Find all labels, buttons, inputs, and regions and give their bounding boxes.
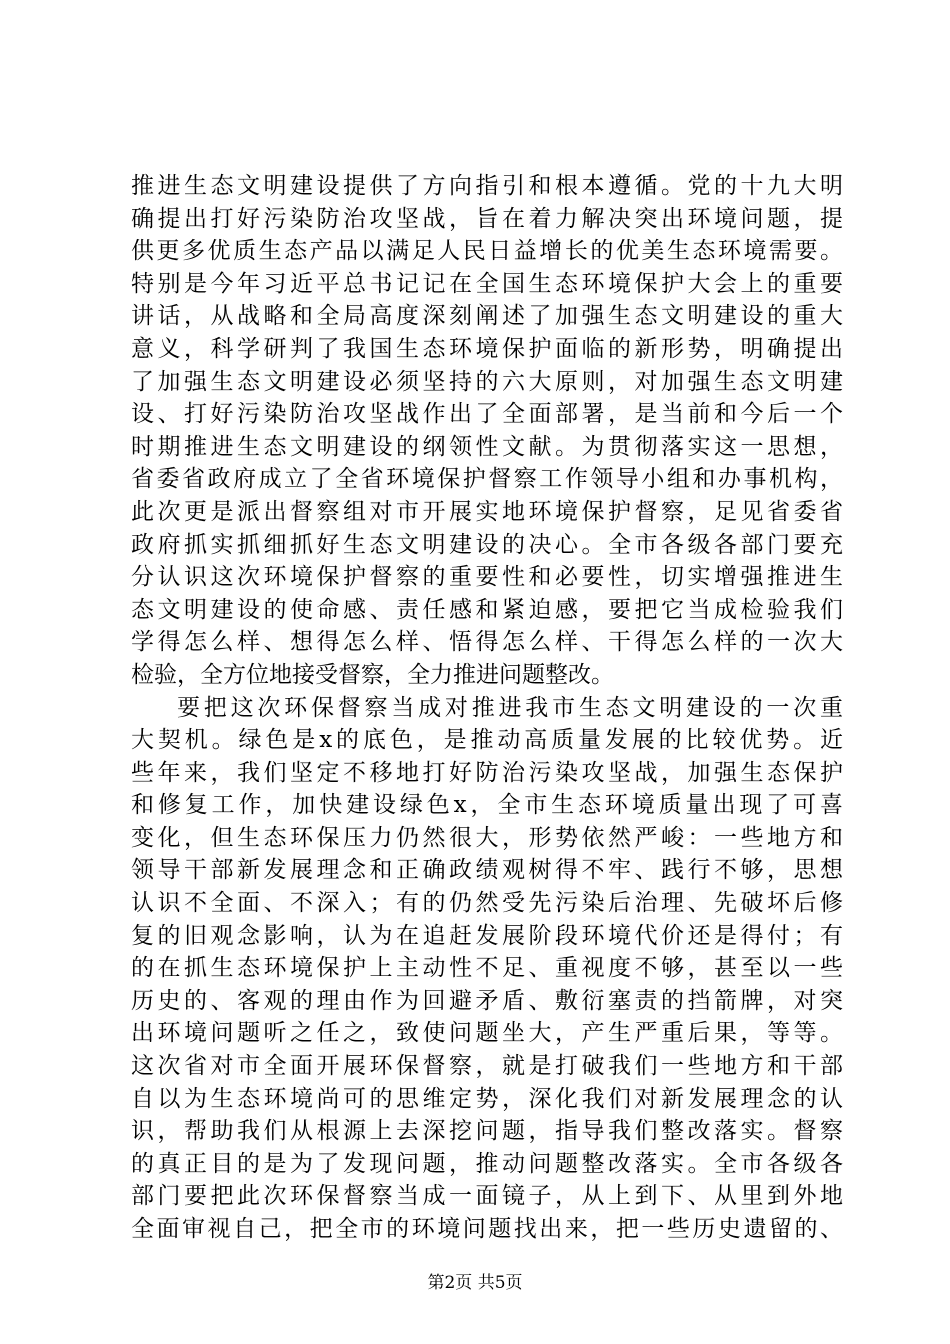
- text-line: 全面审视自己，把全市的环境问题找出来，把一些历史遗留的、: [131, 1216, 843, 1242]
- text-line: 和修复工作，加快建设绿色x，全市生态环境质量出现了可喜: [131, 792, 843, 819]
- text-line: 复的旧观念影响，认为在追赶发展阶段环境代价还是得付；有: [131, 922, 843, 949]
- text-line: 大契机。绿色是x的底色，是推动高质量发展的比较优势。近: [131, 727, 843, 754]
- text-line: 的在抓生态环境保护上主动性不足、重视度不够，甚至以一些: [131, 955, 843, 982]
- text-line: 推进生态文明建设提供了方向指引和根本遵循。党的十九大明: [131, 173, 843, 199]
- text-line: 政府抓实抓细抓好生态文明建设的决心。全市各级各部门要充: [131, 531, 843, 558]
- text-line: 识，帮助我们从根源上去深挖问题，指导我们整改落实。督察: [131, 1118, 843, 1145]
- text-line: 省委省政府成立了全省环境保护督察工作领导小组和办事机构，: [131, 466, 843, 493]
- text-line: 检验，全方位地接受督察，全力推进问题整改。: [131, 661, 614, 688]
- text-line: 时期推进生态文明建设的纲领性文献。为贯彻落实这一思想，: [131, 433, 843, 460]
- body-text: [131, 170, 843, 1246]
- text-line: 此次更是派出督察组对市开展实地环境保护督察，足见省委省: [131, 498, 843, 525]
- text-line: 历史的、客观的理由作为回避矛盾、敷衍塞责的挡箭牌，对突: [131, 987, 843, 1014]
- text-line: 设、打好污染防治攻坚战作出了全面部署，是当前和今后一个: [131, 401, 843, 428]
- page-number-label: 第2页 共5页: [427, 1273, 523, 1293]
- text-line: 分认识这次环境保护督察的重要性和必要性，切实增强推进生: [131, 564, 843, 591]
- text-line: 确提出打好污染防治攻坚战，旨在着力解决突出环境问题，提: [131, 205, 843, 232]
- text-line: 领导干部新发展理念和正确政绩观树得不牢、践行不够，思想: [131, 857, 843, 884]
- text-line: 自以为生态环境尚可的思维定势，深化我们对新发展理念的认: [131, 1085, 843, 1112]
- text-line: 意义，科学研判了我国生态环境保护面临的新形势，明确提出: [131, 335, 843, 362]
- text-line: 了加强生态文明建设必须坚持的六大原则，对加强生态文明建: [131, 368, 843, 395]
- text-line: 这次省对市全面开展环保督察，就是打破我们一些地方和干部: [131, 1053, 843, 1080]
- text-line: 讲话，从战略和全局高度深刻阐述了加强生态文明建设的重大: [131, 303, 843, 330]
- text-line: 的真正目的是为了发现问题，推动问题整改落实。全市各级各: [131, 1150, 843, 1177]
- text-line: 部门要把此次环保督察当成一面镜子，从上到下、从里到外地: [131, 1183, 843, 1210]
- text-line: 特别是今年习近平总书记记在全国生态环境保护大会上的重要: [131, 270, 843, 297]
- text-line: 出环境问题听之任之，致使问题坐大，产生严重后果，等等。: [131, 1020, 843, 1047]
- text-line: 些年来，我们坚定不移地打好防治污染攻坚战，加强生态保护: [131, 759, 843, 786]
- page-footer: [0, 1272, 950, 1294]
- text-line: 变化，但生态环保压力仍然很大，形势依然严峻：一些地方和: [131, 824, 843, 851]
- text-line: 认识不全面、不深入；有的仍然受先污染后治理、先破坏后修: [131, 890, 843, 917]
- paragraph-start-line: 要把这次环保督察当成对推进我市生态文明建设的一次重: [177, 694, 843, 721]
- text-line: 态文明建设的使命感、责任感和紧迫感，要把它当成检验我们: [131, 596, 843, 623]
- text-line: 学得怎么样、想得怎么样、悟得怎么样、干得怎么样的一次大: [131, 629, 843, 656]
- text-line: 供更多优质生态产品以满足人民日益增长的优美生态环境需要。: [131, 238, 843, 265]
